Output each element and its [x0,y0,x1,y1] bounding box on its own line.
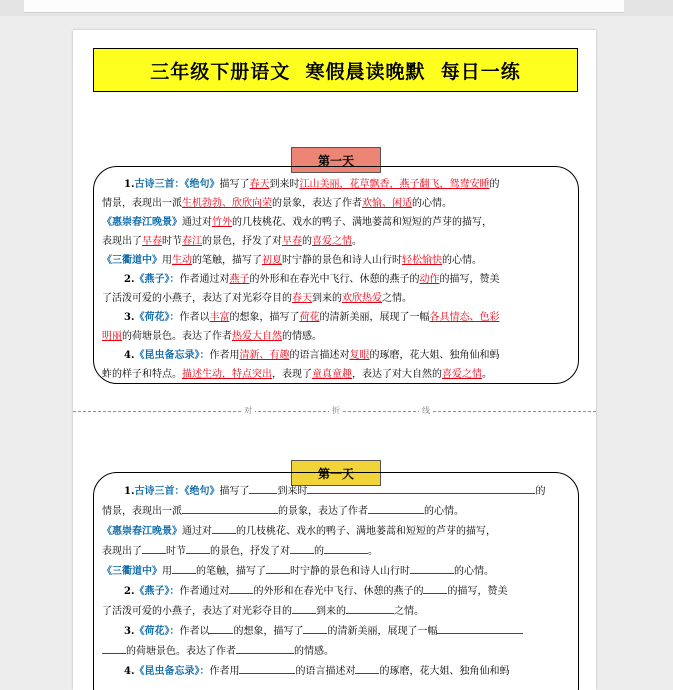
text-title: 《绝句》 [184,179,220,190]
text-segment: 到来的 [316,606,346,617]
fold-char: 线 [419,405,433,416]
answer-text: 描述生动，特点突出 [182,369,272,380]
text-segment: 作者用 [209,666,240,677]
answer-text: 轻松愉快 [402,255,442,266]
text-segment: 的外形和在春光中飞行、休憩的燕子的 [249,274,420,285]
answer-text: 丰富 [209,312,230,323]
answer-text: 生动 [172,255,192,266]
fill-in-blank [292,601,316,614]
text-line [102,289,570,308]
text-line [102,661,570,681]
answer-text: 喜爱之情 [312,236,352,247]
text-segment: 4. [124,350,135,361]
text-segment: 的描写，赞美 [447,586,508,597]
text-line [102,541,570,561]
text-segment: 通过对 [182,526,212,537]
text-line [102,213,570,232]
answer-text: 各具情态、色彩 [429,312,500,323]
text-segment: 的笔触，描写了 [196,566,266,577]
answer-text: 春天 [249,179,270,190]
answer-text: 早春 [282,236,302,247]
text-segment: 的几枝桃花、戏水的鸭子、满地蒌蒿和短短的芦芽的描写， [236,526,496,537]
text-segment: 表现出了 [102,236,142,247]
text-segment: ，表达了对大自然的 [352,369,442,380]
fill-in-blank [266,561,290,574]
text-title: 《惠崇春江晚景》 [102,526,182,537]
text-segment: 的想象，描写了 [229,312,300,323]
text-title: 《惠崇春江晚景》 [102,217,182,228]
text-segment: 用 [162,566,172,577]
text-segment: 。 [482,369,492,380]
text-segment: 的 [489,179,500,190]
text-segment: 3. [124,626,135,637]
text-segment: 的景象，表达了作者 [272,198,362,209]
answer-text: 生机勃勃、欣欣向荣 [182,198,272,209]
fill-in-blank [423,581,447,594]
text-segment: 时宁静的景色和诗人山行时 [290,566,410,577]
text-segment: 的景色，抒发了对 [210,546,290,557]
text-segment: 作者通过对 [179,586,230,597]
answer-text: 童真童趣 [312,369,352,380]
text-line [102,561,570,581]
text-segment: 了活泼可爱的小燕子，表达了对光彩夺目的 [102,293,292,304]
text-segment: 蚱的样子和特点。 [102,369,182,380]
text-segment: 2. [124,586,135,597]
text-segment: 的情感。 [294,646,334,657]
text-segment: 。 [352,236,362,247]
text-segment: 的景色，抒发了对 [202,236,282,247]
text-segment: 的心情。 [412,198,452,209]
text-segment: 时节 [162,236,182,247]
answer-text: 江山美丽，花草飘香，燕子翻飞，鸳鸯安睡 [299,179,490,190]
fill-in-blank [239,661,295,674]
answer-text: 欢愉、闲适 [362,198,412,209]
text-line [102,270,570,289]
text-segment: 到来时 [269,179,300,190]
fill-in-blank [355,661,379,674]
text-segment: 的清新美丽，展现了一幅 [327,626,438,637]
answer-text: 春天 [292,293,312,304]
text-segment: 的心情。 [442,255,482,266]
text-segment: 的 [302,236,312,247]
fill-in-blank [368,501,424,514]
text-segment: 的心情。 [454,566,494,577]
answer-text: 欢欣热爱 [342,293,382,304]
fill-in-blank [324,541,368,554]
text-segment: 描写了 [219,179,250,190]
day-label-answers: 第一天 [291,147,381,173]
text-title: 《昆虫备忘录》： [134,666,210,677]
text-title: 《绝句》 [184,486,220,497]
fill-in-blank [209,621,233,634]
fill-in-blank [229,581,253,594]
fill-in-blank [172,561,196,574]
fill-in-blank [186,541,210,554]
text-line [102,346,570,365]
text-segment: 时节 [166,546,186,557]
practice-box [93,472,579,690]
text-segment: 4. [124,666,135,677]
text-segment: 作者以 [179,312,210,323]
answer-text: 清新、有趣 [239,350,290,361]
text-segment: 的琢磨，花大姐、独角仙和蚂 [379,666,510,677]
text-segment: 到来的 [312,293,342,304]
text-segment: 表现出了 [102,546,142,557]
text-line [102,641,570,661]
text-segment: 的情感。 [282,331,322,342]
text-line [102,308,570,327]
fill-in-blank [307,481,535,494]
text-line [102,581,570,601]
text-segment: 了活泼可爱的小燕子，表达了对光彩夺目的 [102,606,292,617]
text-title: 《燕子》： [134,586,180,597]
text-line [102,365,570,384]
text-title: 古诗三首： [134,486,185,497]
text-line [102,481,570,501]
answer-text: 燕子 [229,274,250,285]
text-segment: 时宁静的景色和诗人山行时 [282,255,402,266]
text-segment: 作者以 [179,626,210,637]
fill-in-blank [212,521,236,534]
fill-in-blank [437,621,523,634]
text-line [102,501,570,521]
text-title: 《燕子》： [134,274,180,285]
text-segment: 情景，表现出一派 [102,198,182,209]
fill-in-blank [142,541,166,554]
text-segment: 的琢磨，花大姐、独角仙和蚂 [369,350,500,361]
text-segment: 的清新美丽，展现了一幅 [319,312,430,323]
text-segment: 的荷塘景色。表达了作者 [122,331,232,342]
text-line [102,521,570,541]
text-title: 《昆虫备忘录》： [134,350,210,361]
text-segment: 的语言描述对 [295,666,356,677]
text-segment: 2. [124,274,135,285]
text-segment: 的心情。 [424,506,464,517]
text-segment: 的景象，表达了作者 [278,506,368,517]
fold-char: 折 [329,405,343,416]
answer-text: 复眼 [349,350,370,361]
text-segment: 之情。 [382,293,412,304]
text-segment: 3. [124,312,135,323]
answer-text: 动作 [419,274,440,285]
document-tab-strip [24,0,624,13]
text-line [102,621,570,641]
answer-text: 喜爱之情 [442,369,482,380]
text-segment: 到来时 [277,486,308,497]
text-line [102,327,570,346]
text-line [102,232,570,251]
text-line [102,251,570,270]
answer-text: 热爱大自然 [232,331,282,342]
text-segment: 情景，表现出一派 [102,506,182,517]
text-segment: 的外形和在春光中飞行、休憩的燕子的 [253,586,424,597]
text-segment: 的语言描述对 [289,350,350,361]
text-line [102,175,570,194]
answer-text: 竹外 [212,217,232,228]
text-segment: 之情。 [394,606,424,617]
text-segment: 1. [124,486,135,497]
text-title: 《三衢道中》 [102,566,162,577]
text-segment: 作者通过对 [179,274,230,285]
text-segment: 的想象，描写了 [233,626,304,637]
text-segment: 的笔触，描写了 [192,255,262,266]
answer-text: 早春 [142,236,162,247]
window-top-bar [0,0,673,16]
answer-text: 春江 [182,236,202,247]
text-line [102,601,570,621]
fill-in-blank [303,621,327,634]
answer-text: 明丽 [102,331,122,342]
text-title: 古诗三首： [134,179,185,190]
day-label-practice: 第一天 [291,460,381,486]
page-title: 三年级下册语文 寒假晨读晚默 每日一练 [93,48,578,92]
text-segment: 的描写，赞美 [439,274,500,285]
text-segment: 1. [124,179,135,190]
text-segment: 的荷塘景色。表达了作者 [126,646,236,657]
answer-text: 荷花 [299,312,320,323]
fill-in-blank [236,641,294,654]
text-segment: 。 [368,546,378,557]
fold-line [73,406,596,415]
fill-in-blank [346,601,394,614]
fill-in-blank [290,541,314,554]
fill-in-blank [182,501,278,514]
text-segment: 通过对 [182,217,212,228]
text-segment: 的 [535,486,546,497]
fill-in-blank [102,641,126,654]
text-title: 《三衢道中》 [102,255,162,266]
fold-char: 对 [241,405,255,416]
fill-in-blank [249,481,277,494]
text-segment: 描写了 [219,486,250,497]
fill-in-blank [410,561,454,574]
text-segment: 作者用 [209,350,240,361]
document-page [73,30,596,690]
text-title: 《荷花》： [134,312,180,323]
text-line [102,194,570,213]
text-segment: 用 [162,255,172,266]
text-segment: ，表现了 [272,369,312,380]
text-segment: 的 [314,546,324,557]
answer-text: 初夏 [262,255,282,266]
answer-box [93,166,579,384]
text-title: 《荷花》： [134,626,180,637]
text-segment: 的几枝桃花、戏水的鸭子、满地蒌蒿和短短的芦芽的描写， [232,217,492,228]
